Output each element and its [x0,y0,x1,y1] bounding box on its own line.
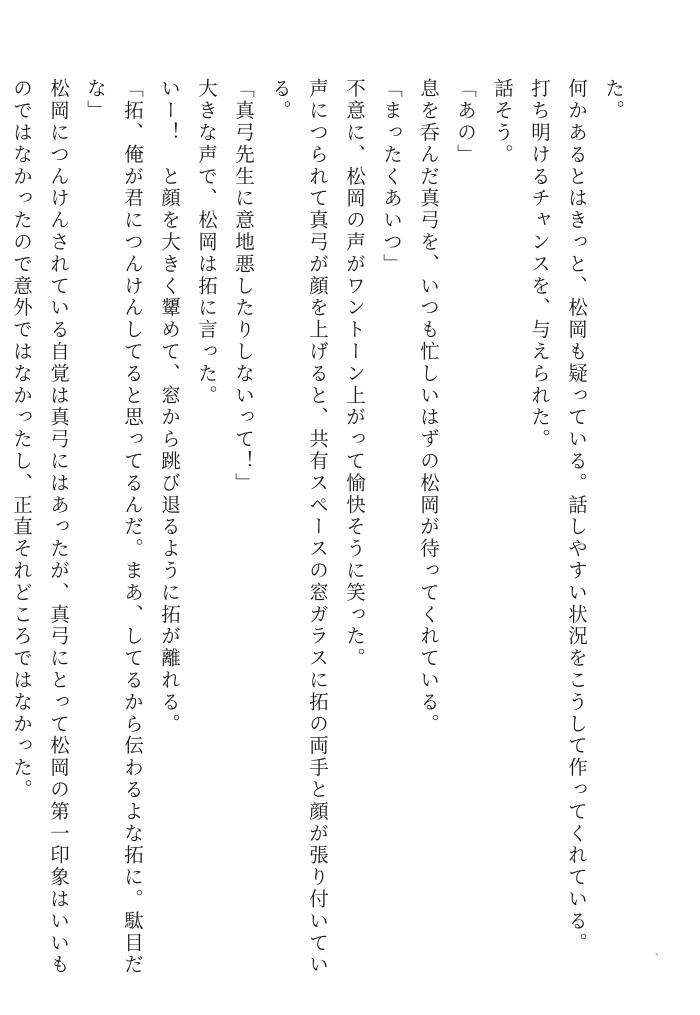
text-line: 不意に、松岡の声がワントーン上がって愉快そうに笑った。 [343,78,366,670]
text-line: 松岡につんけんされている自覚は真弓にはあったが、真弓にとって松岡の第一印象はいいも [47,78,70,976]
text-line: いー！ と顔を大きく顰めて、窓から跳び退るように拓が離れる。 [158,78,181,735]
text-line: る。 [269,78,292,122]
text-line: 「まったくあいつ」 [380,78,403,276]
text-line: のではなかったので意外ではなかったし、正直それどころではなかった。 [10,78,33,801]
corner-mark: 、 [655,947,665,958]
text-line: な」 [84,78,107,122]
text-line: 「真弓先生に意地悪したりしないって！」 [232,78,255,495]
text-line: 声につられて真弓が顔を上げると、共有スペースの窓ガラスに拓の両手と顔が張り付いてい [306,78,329,976]
text-line: 何かあるとはきっと、松岡も疑っている。話しやすい状況をこうして作ってくれている。 [565,78,588,954]
text-line: 「あの」 [454,78,477,166]
text-line: 大きな声で、松岡は拓に言った。 [195,78,218,407]
text-line: 息を呑んだ真弓を、いつも忙しいはずの松岡が待ってくれている。 [417,78,440,735]
text-line: 話そう。 [491,78,514,166]
text-line: 「拓、俺が君につんけんしてると思ってるんだ。まあ、してるから伝わるよな拓に。駄目だ [121,78,144,976]
text-line: 打ち明けるチャンスを、与えられた。 [528,78,551,451]
vertical-text-body [3,78,632,978]
text-line: た。 [602,78,625,122]
